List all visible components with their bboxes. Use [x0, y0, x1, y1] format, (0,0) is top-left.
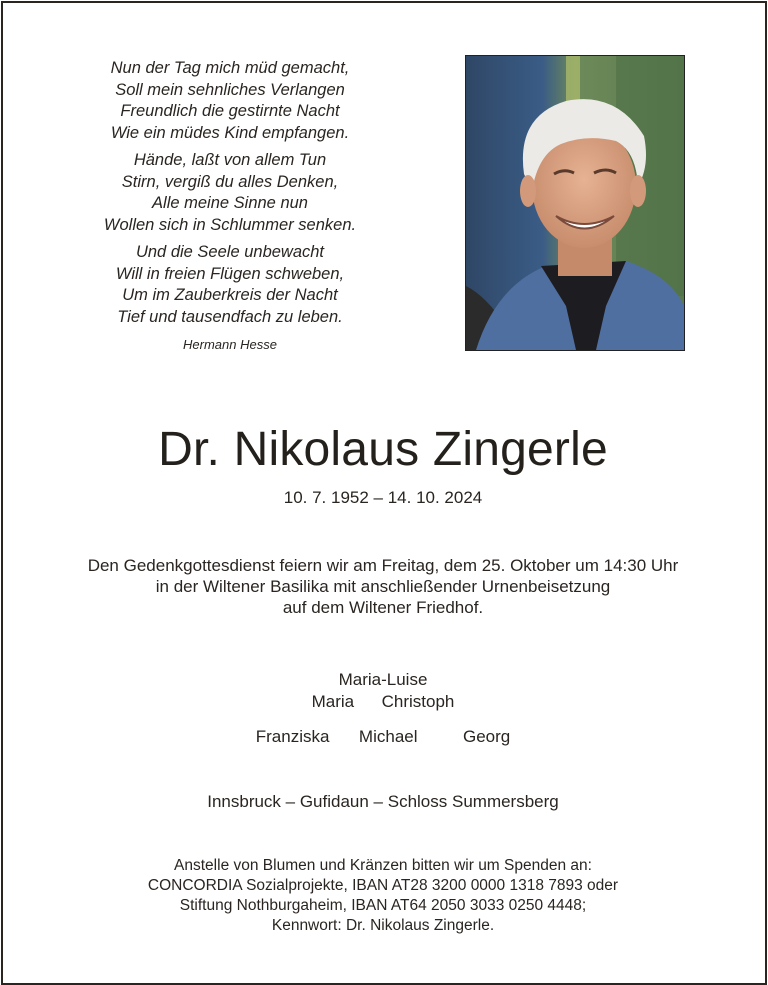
poem-author: Hermann Hesse [183, 337, 277, 352]
donation-info [0, 856, 766, 936]
poem-line: Nun der Tag mich müd gemacht, [110, 59, 350, 77]
poem-line: Um im Zauberkreis der Nacht [122, 286, 338, 304]
poem-stanza-2 [70, 150, 390, 236]
deceased-name: Dr. Nikolaus Zingerle [158, 423, 608, 476]
family-spouse [0, 670, 766, 690]
grandchild-name: Michael [358, 727, 418, 746]
poem-stanza-1 [70, 58, 390, 144]
donation-line: Kennwort: Dr. Nikolaus Zingerle. [271, 917, 495, 934]
donation-line: Anstelle von Blumen und Kränzen bitten wir um Spenden an: [174, 857, 592, 874]
service-line: Den Gedenkgottesdienst feiern wir am Freitag, dem 25. Oktober um 14:30 Uhr [87, 556, 679, 575]
grandchild-name: Georg [462, 727, 511, 746]
poem-line: Wie ein müdes Kind empfangen. [110, 123, 350, 142]
poem-line: Hände, laßt von allem Tun [133, 151, 327, 169]
donation-line: CONCORDIA Sozialprojekte, IBAN AT28 3200 0000 1318 7893 oder [147, 877, 619, 894]
life-dates: 10. 7. 1952 – 14. 10. 2024 [283, 488, 483, 507]
spouse-name: Maria-Luise [338, 670, 428, 689]
child-name: Christoph [381, 692, 455, 711]
poem [70, 58, 390, 356]
poem-stanza-3 [70, 242, 390, 328]
grandchild-name: Franziska [255, 727, 330, 746]
portrait-photo [465, 55, 685, 351]
portrait-image [466, 56, 684, 350]
donation-line: Stiftung Nothburgaheim, IBAN AT64 2050 3033 0250 4448; [179, 897, 587, 914]
child-name: Maria [311, 692, 355, 711]
places: Innsbruck – Gufidaun – Schloss Summersberg [207, 792, 559, 811]
service-info [0, 555, 766, 618]
family-grandchildren [0, 727, 766, 747]
poem-line: Und die Seele unbewacht [135, 243, 325, 261]
service-line: in der Wiltener Basilika mit anschließender Urnenbeisetzung [155, 577, 611, 596]
poem-line: Wollen sich in Schlummer senken. [103, 215, 357, 234]
poem-line: Freundlich die gestirnte Nacht [120, 102, 340, 120]
poem-line: Stirn, vergiß du alles Denken, [121, 172, 339, 191]
service-line: auf dem Wiltener Friedhof. [282, 598, 484, 617]
poem-line: Soll mein sehnliches Verlangen [115, 80, 345, 99]
poem-line: Alle meine Sinne nun [152, 194, 308, 212]
poem-line: Tief und tausendfach zu leben. [117, 307, 343, 326]
family-children [0, 692, 766, 712]
poem-line: Will in freien Flügen schweben, [115, 264, 345, 283]
